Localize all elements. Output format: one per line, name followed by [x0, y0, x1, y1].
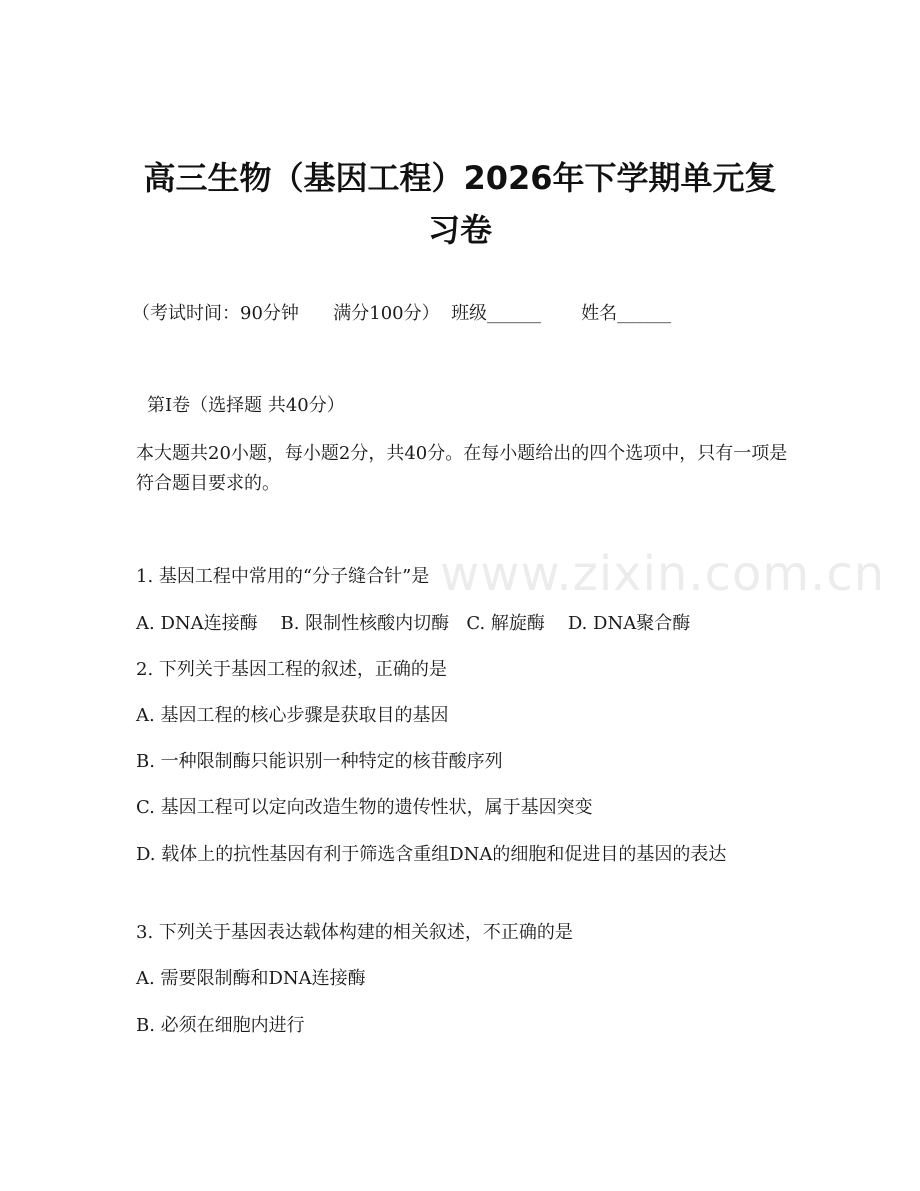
option-a: A. DNA连接酶 [136, 613, 258, 634]
question-2-stem: 2. 下列关于基因工程的叙述，正确的是 [136, 659, 447, 680]
question-2-option-a: A. 基因工程的核心步骤是获取目的基因 [136, 705, 449, 726]
class-field: 班级______ [451, 303, 542, 324]
question-2-option-c: C. 基因工程可以定向改造生物的遗传性状，属于基因突变 [136, 797, 593, 818]
option-d: D. DNA聚合酶 [567, 613, 691, 634]
question-2-option-d: D. 载体上的抗性基因有利于筛选含重组DNA的细胞和促进目的基因的表达 [136, 844, 727, 865]
question-2-option-b: B. 一种限制酶只能识别一种特定的核苷酸序列 [136, 751, 503, 772]
question-3-stem: 3. 下列关于基因表达载体构建的相关叙述，不正确的是 [136, 922, 573, 943]
option-b: B. 限制性核酸内切酶 [280, 613, 450, 634]
section-heading: 第I卷（选择题 共40分） [147, 395, 345, 416]
option-c: C. 解旋酶 [466, 613, 545, 634]
question-1-options [136, 610, 690, 638]
section-instruction: 本大题共20小题，每小题2分，共40分。在每小题给出的四个选项中，只有一项是符合题目要求的。 [136, 443, 788, 494]
document-title: 高三生物（基因工程）2026年下学期单元复习卷 [143, 159, 777, 249]
question-1-stem: 1. 基因工程中常用的“分子缝合针”是 [136, 566, 430, 587]
exam-info [132, 300, 671, 328]
name-field: 姓名______ [581, 303, 672, 324]
exam-time: （考试时间：90分钟 [132, 303, 299, 324]
question-3-option-a: A. 需要限制酶和DNA连接酶 [136, 968, 366, 989]
question-3-option-b: B. 必须在细胞内进行 [136, 1015, 305, 1036]
watermark: www.zixin.com.cn [440, 546, 886, 602]
exam-full-score: 满分100分） [333, 303, 440, 324]
